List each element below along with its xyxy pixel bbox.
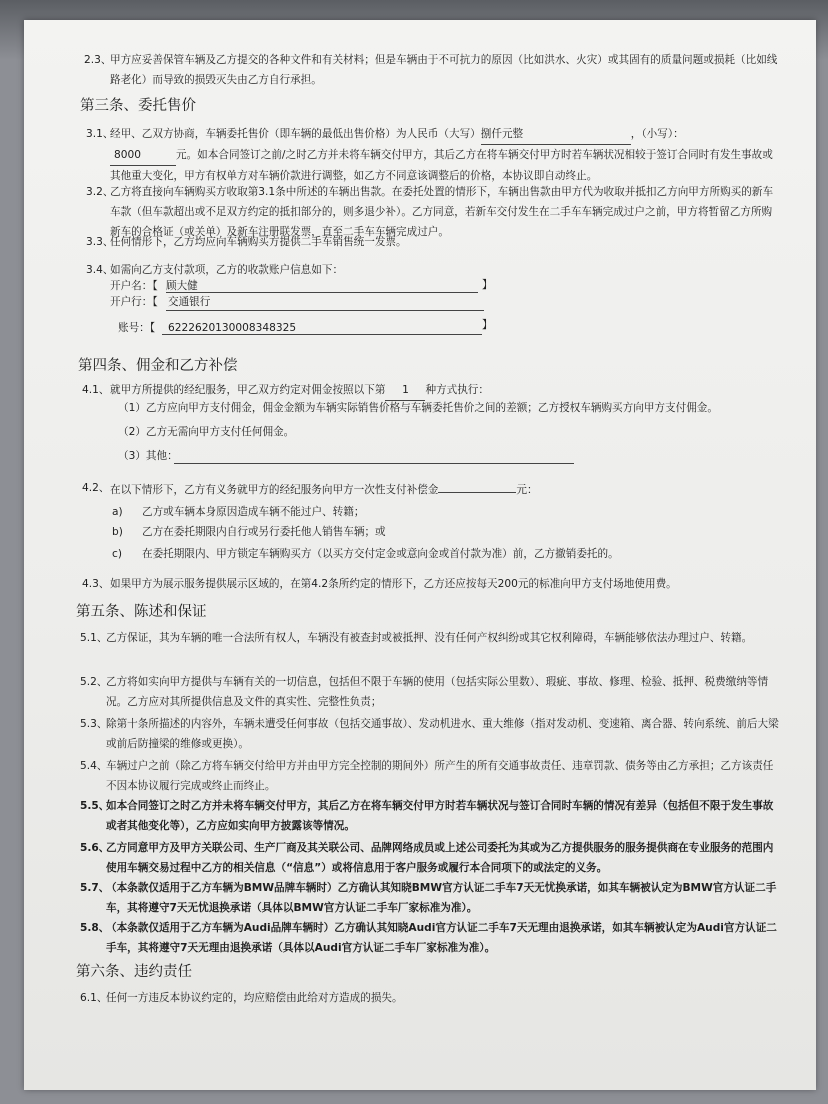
clause-4-3: 如果甲方为展示服务提供展示区域的，在第4.2条所约定的情形下，乙方还应按每天200元的标准向甲方支付场地使用费。 [110,578,677,590]
item-a: 乙方或车辆本身原因造成车辆不能过户、转籍； [142,506,365,518]
clause-3-1-rest: 元。如本合同签订之前/之时乙方并未将车辆交付甲方，其后乙方在将车辆交付甲方时若车辆状况相较于签订合同时有发生事故或其他重大变化，甲方有权单方对车辆价款进行调整，如乙方不同意该调整后的价格，本协议即自动终止。 [110,149,773,182]
bank-label: 开户行：【 [110,296,158,308]
clause-5-6: 乙方同意甲方及甲方关联公司、生产厂商及其关联公司、品牌网络成员或上述公司委托为其或为乙方提供服务的服务提供商在专业服务的范围内使用车辆交易过程中乙方的相关信息（“信息”）或将信息用于客户服务或履行本合同项下的或法定的义务。 [106,842,774,874]
clause-6-1: 任何一方违反本协议约定的，均应赔偿由此给对方造成的损失。 [106,992,403,1004]
clause-number: 6.1、 [80,992,108,1004]
option-3: （3）其他： [118,450,178,462]
clause-4-1-pre: 就甲方所提供的经纪服务，甲乙双方约定对佣金按照以下第 [110,384,386,396]
clause-number: 5.5、 [80,800,110,812]
clause-5-3: 除第十条所描述的内容外，车辆未遭受任何事故（包括交通事故）、发动机进水、重大维修（指对发动机、变速箱、离合器、转向系统、前后大梁或前后防撞梁的维修或更换）。 [106,718,779,750]
price-in-digits: 8000 [110,145,176,166]
clause-number: 5.1、 [80,632,108,644]
clause-number: 3.2、 [86,186,114,198]
article-6-heading: 第六条、违约责任 [76,964,192,980]
item-c: 在委托期限内、甲方锁定车辆购买方（以买方交付定金或意向金或首付款为准）前，乙方撤销委托的。 [142,548,619,560]
account-number-label: 账号：【 [118,322,156,334]
clause-3-2: 乙方将直接向车辆购买方收取第3.1条中所述的车辆出售款。在委托处置的情形下，车辆出售款由甲方代为收取并抵扣乙方向甲方所购买的新车车款（但车款超出或不足双方约定的抵扣部分的，则多退少补）。乙方同意，若新车交付发生在二手车车辆完成过户之前，甲方将暂留乙方所购新车的合格证（或关单）及新车注册联发票，直至二手车车辆完成过户。 [110,186,774,238]
clause-number: 3.1、 [86,128,114,140]
price-in-words [481,124,631,145]
clause-2-3: 甲方应妥善保管车辆及乙方提交的各种文件和有关材料；但是车辆由于不可抗力的原因（比如洪水、火灾）或其固有的质量问题或损耗（比如线路老化）而导致的损毁灭失由乙方自行承担。 [110,54,778,86]
clause-5-1: 乙方保证，其为车辆的唯一合法所有权人，车辆没有被查封或被抵押、没有任何产权纠纷或其它权利障碍，车辆能够依法办理过户、转籍。 [106,632,753,644]
compensation-blank [438,478,516,493]
commission-option: 1 [385,380,425,401]
clause-number: 5.4、 [80,760,108,772]
item-b: 乙方在委托期限内自行或另行委托他人销售车辆；或 [142,526,386,538]
clause-number: 4.2、 [82,482,110,494]
clause-number: 3.3、 [86,236,114,248]
item-label: b) [112,526,123,538]
clause-4-2-post: 元： [516,484,538,496]
clause-5-2: 乙方将如实向甲方提供与车辆有关的一切信息，包括但不限于车辆的使用（包括实际公里数）、瑕疵、事故、修理、检验、抵押、税费缴纳等情况。乙方应对其所提供信息及文件的真实性、完整性负责； [106,676,769,708]
article-4-heading: 第四条、佣金和乙方补偿 [78,358,238,374]
clause-3-1-mid: ，（小写）： [630,128,684,140]
clause-number: 5.3、 [80,718,108,730]
article-5-heading: 第五条、陈述和保证 [76,604,207,620]
account-number-value: 6222620130008348325 [168,322,297,334]
clause-3-1 [110,124,780,186]
clause-3-4: 如需向乙方支付款项，乙方的收款账户信息如下： [110,264,344,276]
item-label: a) [112,506,123,518]
option-1: （1）乙方应向甲方支付佣金，佣金金额为车辆实际销售价格与车辆委托售价之间的差额；乙方授权车辆购买方向甲方支付佣金。 [118,402,718,414]
article-3-heading: 第三条、委托售价 [80,98,196,114]
bank-line [166,310,484,311]
clause-3-1-pre: 经甲、乙双方协商，车辆委托售价（即车辆的最低出售价格）为人民币（大写） [110,128,481,140]
clause-number: 4.3、 [82,578,110,590]
bracket-close: 】 [482,319,493,331]
bracket-close: 】 [482,279,493,291]
clause-number: 5.8、 [80,922,110,934]
clause-3-3: 任何情形下，乙方均应向车辆购买方提供二手车销售统一发票。 [110,236,407,248]
account-name-line [166,292,478,293]
clause-number: 5.7、 [80,882,110,894]
clause-5-5: 如本合同签订之时乙方并未将车辆交付甲方，其后乙方在将车辆交付甲方时若车辆状况与签订合同时车辆的情况有差异（包括但不限于发生事故或者其他变化等），乙方应如实向甲方披露该等情况。 [106,800,774,832]
clause-number: 5.6、 [80,842,110,854]
option-3-line [174,463,574,464]
account-name-label: 开户名：【 [110,280,158,292]
option-2: （2）乙方无需向甲方支付任何佣金。 [118,426,295,438]
contract-page [24,20,816,1090]
item-label: c) [112,548,122,560]
clause-number: 3.4、 [86,264,114,276]
clause-number: 4.1、 [82,384,110,396]
clause-5-8: （本条款仅适用于乙方车辆为Audi品牌车辆时）乙方确认其知晓Audi官方认证二手车7天无理由退换承诺，如其车辆被认定为Audi官方认证二手车，其将遵守7天无理由退换承诺（具体以Audi官方认证二手车厂家标准为准）。 [106,922,777,954]
clause-4-2-pre: 在以下情形下，乙方有义务就甲方的经纪服务向甲方一次性支付补偿金 [110,484,439,496]
price-in-words-value: 捌仟元整 [480,128,524,140]
account-number-line [162,334,482,335]
clause-4-2 [110,478,780,500]
clause-number: 5.2、 [80,676,108,688]
account-name-value: 顾大健 [166,280,198,292]
bank-value: 交通银行 [168,296,211,308]
clause-5-7: （本条款仅适用于乙方车辆为BMW品牌车辆时）乙方确认其知晓BMW官方认证二手车7天无忧换承诺，如其车辆被认定为BMW官方认证二手车，其将遵守7天无忧退换承诺（具体以BMW官方认证二手车厂家标准为准）。 [106,882,777,914]
clause-5-4: 车辆过户之前（除乙方将车辆交付给甲方并由甲方完全控制的期间外）所产生的所有交通事故责任、违章罚款、债务等由乙方承担；乙方该责任不因本协议履行完成或终止而终止。 [106,760,774,792]
clause-number: 2.3、 [84,54,112,66]
clause-4-1-post: 种方式执行： [425,384,489,396]
